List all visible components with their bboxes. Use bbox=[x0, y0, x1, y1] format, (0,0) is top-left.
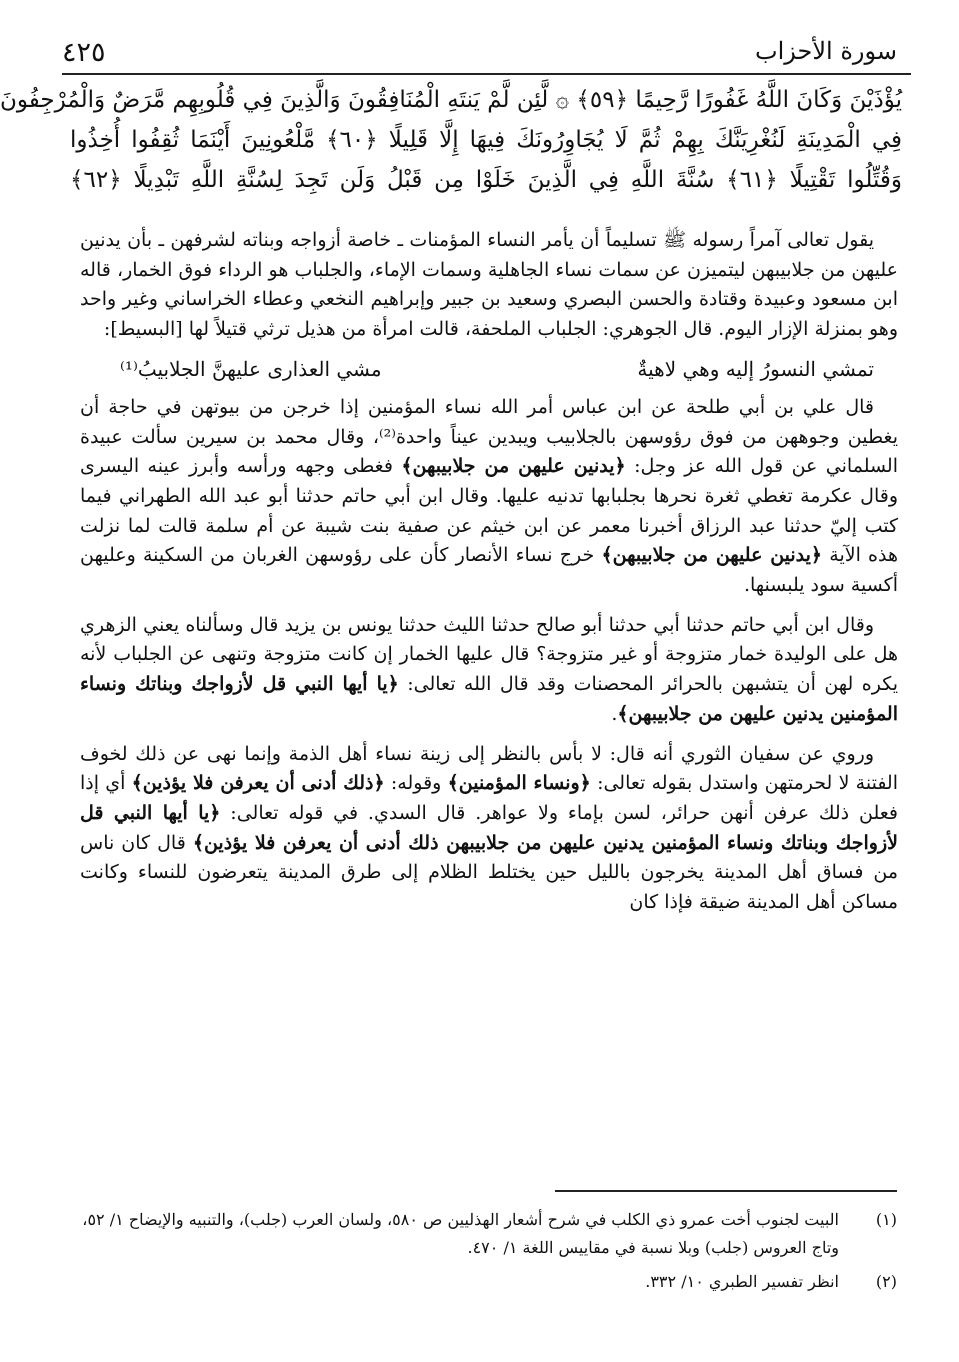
paragraph-text: وقال ابن أبي حاتم حدثنا أبي حدثنا أبو صالح حدثنا الليث حدثنا يونس بن يزيد قال وسألناه يعني الزهري هل على الوليدة خمار متزوجة أو غير متزوجة؟ قال عليها الخمار إن كانت متزوجة وتنهى عن الجلباب لأنه يكره لهن أن يتشبهن بالحرائر المحصنات وقد قال الله تعالى: bbox=[80, 613, 898, 696]
paragraph bbox=[80, 740, 898, 918]
footnote-marker: (٢) bbox=[875, 1272, 897, 1291]
paragraph bbox=[80, 393, 898, 601]
paragraph-text: . bbox=[611, 702, 618, 725]
verse-second-hemistich: مشي العذارى عليهنَّ الجلابيبُ⁽¹⁾ bbox=[120, 356, 382, 381]
paragraph-text: خرج نساء الأنصار كأن على رؤوسهن الغربان من السكينة وعليهن أكسية سود يلبسنها. bbox=[80, 544, 898, 597]
footnote-text: البيت لجنوب أخت عمرو ذي الكلب في شرح أشعار الهذليين ص ٥٨٠، ولسان العرب (جلب)، والتنبيه والإيضاح ١/ ٥٢، وتاج العروس (جلب) وبلا نسبة في مقاييس اللغة ١/ ٤٧٠. bbox=[82, 1210, 839, 1257]
quran-line: يُؤْذَيْنَ وَكَانَ اللَّهُ غَفُورًا رَّحِيمًا ﴿٥٩﴾ ۞ لَّئِن لَّمْ يَنتَهِ الْمُنَافِقُونَ وَالَّذِينَ فِي قُلُوبِهِم مَّرَضٌ وَالْمُرْجِفُونَ bbox=[0, 87, 902, 113]
footnote-item bbox=[80, 1206, 897, 1262]
paragraph bbox=[80, 611, 898, 730]
quran-line: فِي الْمَدِينَةِ لَنُغْرِيَنَّكَ بِهِمْ ثُمَّ لَا يُجَاوِرُونَكَ فِيهَا إِلَّا قَلِيلًا ﴿٦٠﴾ مَّلْعُونِينَ أَيْنَمَا ثُقِفُوا أُخِذُوا bbox=[70, 127, 902, 153]
page-number: ٤٢٥ bbox=[62, 37, 106, 68]
verse-first-hemistich: تمشي النسورُ إليه وهي لاهيةٌ bbox=[637, 356, 874, 381]
ayah-quote: ﴿يدنين عليهن من جلابيبهن﴾ bbox=[601, 544, 823, 567]
paragraph-text: وروي عن سفيان الثوري أنه قال: لا بأس بالنظر إلى زينة نساء أهل الذمة وإنما نهى عن ذلك لخوف الفتنة لا لحرمتهن واستدل بقوله تعالى: bbox=[80, 742, 898, 795]
footnote-divider bbox=[555, 1190, 897, 1192]
header-divider bbox=[62, 73, 911, 75]
commentary bbox=[80, 226, 898, 918]
poetry-verse bbox=[120, 345, 874, 393]
paragraph-text: فغطى وجهه ورأسه وأبرز عينه اليسرى وقال عكرمة تغطي ثغرة نحرها بجلبابها تدنيه عليها. وقال ابن أبي حاتم حدثنا أبو عبد الله الطهراني فيما كتب إليّ حدثنا عبد الرزاق أخبرنا معمر عن ابن خيثم عن صفية بنت شيبة عن أم سلمة قالت لما نزلت هذه الآية bbox=[80, 455, 899, 567]
ayah-quote: ﴿ذلك أدنى أن يعرفن فلا يؤذين﴾ bbox=[131, 772, 385, 795]
paragraph-text: قال علي بن أبي طلحة عن ابن عباس أمر الله نساء المؤمنين إذا خرجن من بيوتهن في حاجة أن يغطين وجوههن من فوق رؤوسهن بالجلابيب ويبدين عيناً واحدة⁽²⁾، وقال محمد بن سيرين سألت عبيدة السلماني عن قول الله عز وجل: bbox=[80, 395, 899, 478]
page-header bbox=[62, 30, 897, 70]
footnotes bbox=[80, 1206, 897, 1302]
quran-verses bbox=[0, 80, 902, 206]
footnote-marker: (١) bbox=[875, 1210, 897, 1229]
paragraph-gap bbox=[80, 601, 898, 611]
ayah-quote: ﴿يا أيها النبي قل لأزواجك وبناتك ونساء المؤمنين يدنين عليهن من جلابيبهن﴾ bbox=[80, 673, 898, 725]
paragraph: يقول تعالى آمراً رسوله ﷺ تسليماً أن يأمر النساء المؤمنات ـ خاصة أزواجه وبناته لشرفهن ـ بأن يدنين عليهن من جلابيبهن ليتميزن عن سمات نساء الجاهلية وسمات الإماء، والجلباب هو الرداء فوق الخمار، قاله ابن مسعود وعبيدة وقتادة والحسن البصري وسعيد بن جبير وإبراهيم النخعي وعطاء الخراساني وغير واحد وهو بمنزلة الإزار اليوم. قال الجوهري: الجلباب الملحفة، قالت امرأة من هذيل ترثي قتيلاً لها [البسيط]: bbox=[80, 229, 898, 341]
ayah-quote: ﴿يدنين عليهن من جلابيبهن﴾ bbox=[401, 455, 626, 478]
paragraph-text: وقوله: bbox=[384, 772, 448, 795]
surah-title: سورة الأحزاب bbox=[755, 37, 897, 65]
paragraph-text: قال كان ناس من فساق أهل المدينة يخرجون بالليل حين يختلط الظلام إلى طرق المدينة يتعرضون للنساء وكانت مساكن أهل المدينة ضيقة فإذا كان bbox=[80, 831, 898, 914]
footnote-item bbox=[80, 1268, 897, 1296]
ayah-quote: ﴿يا أيها النبي قل لأزواجك وبناتك ونساء المؤمنين يدنين عليهن من جلابيبهن ذلك أدنى أن يعرفن فلا يؤذين﴾ bbox=[80, 801, 898, 854]
paragraph-text: أي إذا فعلن ذلك عرفن أنهن حرائر، لسن بإماء ولا عواهر. قال السدي. في قوله تعالى: bbox=[80, 772, 898, 824]
quran-line: وَقُتِّلُوا تَقْتِيلًا ﴿٦١﴾ سُنَّةَ اللَّهِ فِي الَّذِينَ خَلَوْا مِن قَبْلُ وَلَن تَجِدَ لِسُنَّةِ اللَّهِ تَبْدِيلًا ﴿٦٢﴾ bbox=[70, 167, 902, 193]
footnote-text: انظر تفسير الطبري ١٠/ ٣٣٢. bbox=[645, 1272, 839, 1291]
paragraph-gap bbox=[80, 730, 898, 740]
ayah-quote: ﴿ونساء المؤمنين﴾ bbox=[447, 772, 591, 795]
